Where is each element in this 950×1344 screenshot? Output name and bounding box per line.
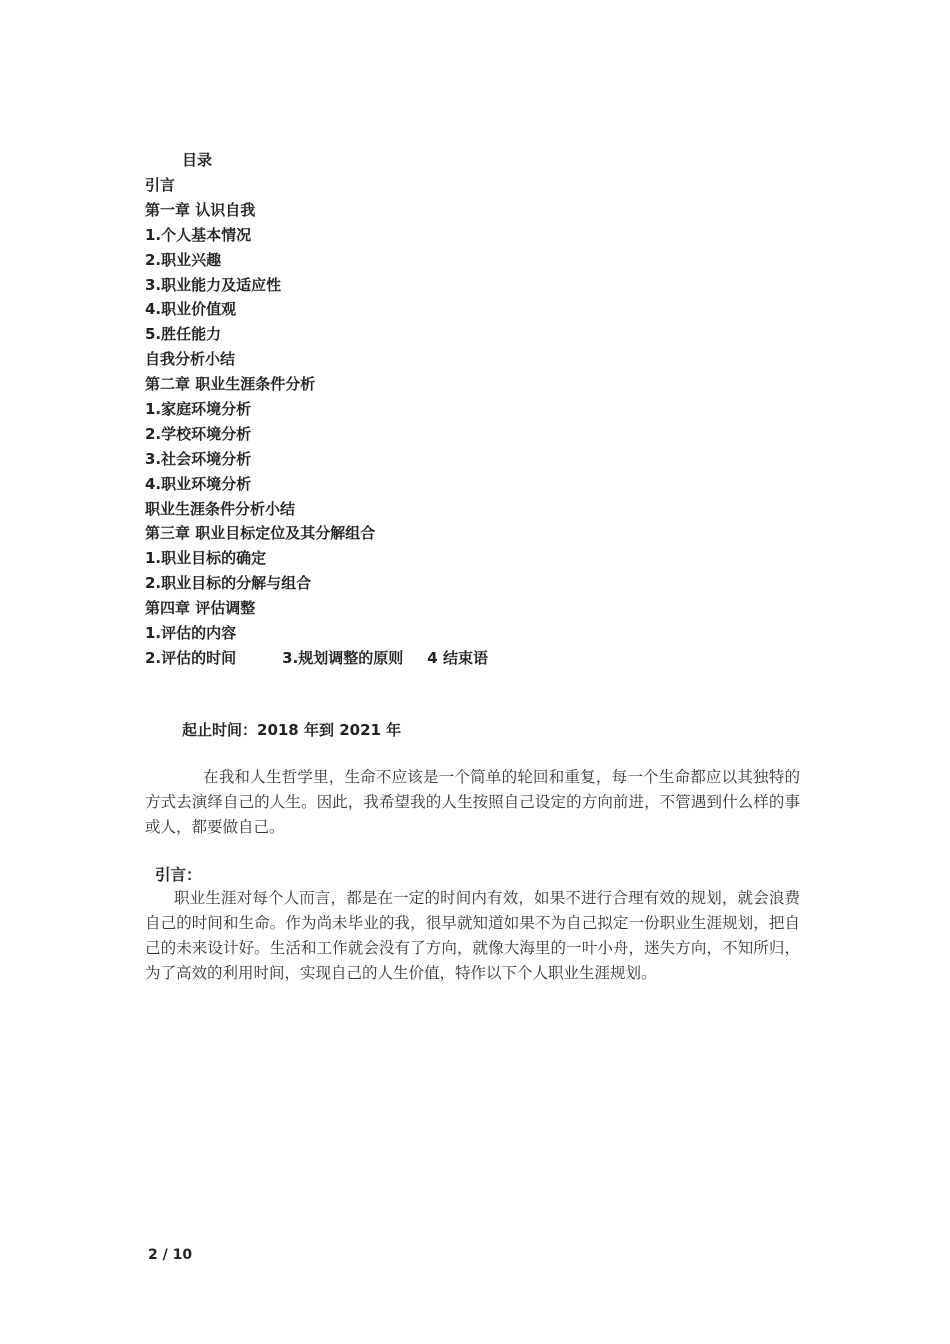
toc-item[interactable]: 1.职业目标的确定	[145, 549, 267, 568]
period-heading: 起止时间：2018 年到 2021 年	[182, 721, 402, 739]
toc-item[interactable]: 3.社会环境分析	[145, 449, 252, 468]
toc-item[interactable]: 4.职业价值观	[145, 300, 237, 319]
toc-item[interactable]: 3.职业能力及适应性	[145, 275, 282, 294]
toc-last-line	[145, 646, 488, 671]
toc-item[interactable]: 4.职业环境分析	[145, 474, 252, 493]
toc-item[interactable]: 3.规划调整的原则	[282, 648, 404, 667]
toc-item[interactable]: 第一章 认识自我	[145, 200, 256, 219]
toc-item[interactable]: 1.评估的内容	[145, 624, 237, 643]
toc-item[interactable]: 5.胜任能力	[145, 325, 222, 344]
toc-item[interactable]: 职业生涯条件分析小结	[145, 499, 296, 518]
toc-item[interactable]: 引言	[145, 176, 176, 194]
toc-item[interactable]: 自我分析小结	[145, 350, 236, 369]
toc-item[interactable]: 第二章 职业生涯条件分析	[145, 375, 316, 394]
toc-item[interactable]: 第四章 评估调整	[145, 599, 256, 618]
toc-item[interactable]: 1.家庭环境分析	[145, 400, 252, 419]
toc-item[interactable]: 2.职业目标的分解与组合	[145, 574, 312, 593]
page-number: 2 / 10	[148, 1247, 193, 1263]
toc-item[interactable]: 2.职业兴趣	[145, 250, 222, 269]
toc-item[interactable]: 4 结束语	[427, 648, 488, 667]
toc-title: 目录	[182, 151, 213, 169]
table-of-contents	[145, 148, 488, 671]
intro-paragraph: 职业生涯对每个人而言，都是在一定的时间内有效，如果不进行合理有效的规划，就会浪费自己的时间和生命。作为尚未毕业的我，很早就知道如果不为自己拟定一份职业生涯规划，把自己的未来设计好。生活和工作就会没有了方向，就像大海里的一叶小舟，迷失方向，不知所归，为了高效的利用时间，实现自己的人生价值，特作以下个人职业生涯规划。	[145, 889, 800, 982]
toc-item[interactable]: 1.个人基本情况	[145, 225, 252, 244]
toc-item[interactable]: 2.评估的时间	[145, 648, 237, 667]
toc-item[interactable]: 第三章 职业目标定位及其分解组合	[145, 524, 376, 543]
opening-paragraph: 在我和人生哲学里，生命不应该是一个简单的轮回和重复，每一个生命都应以其独特的方式去演绎自己的人生。因此，我希望我的人生按照自己设定的方向前进，不管遇到什么样的事或人，都要做自己。	[145, 768, 800, 836]
intro-heading: 引言：	[155, 866, 202, 884]
toc-item[interactable]: 2.学校环境分析	[145, 424, 252, 443]
